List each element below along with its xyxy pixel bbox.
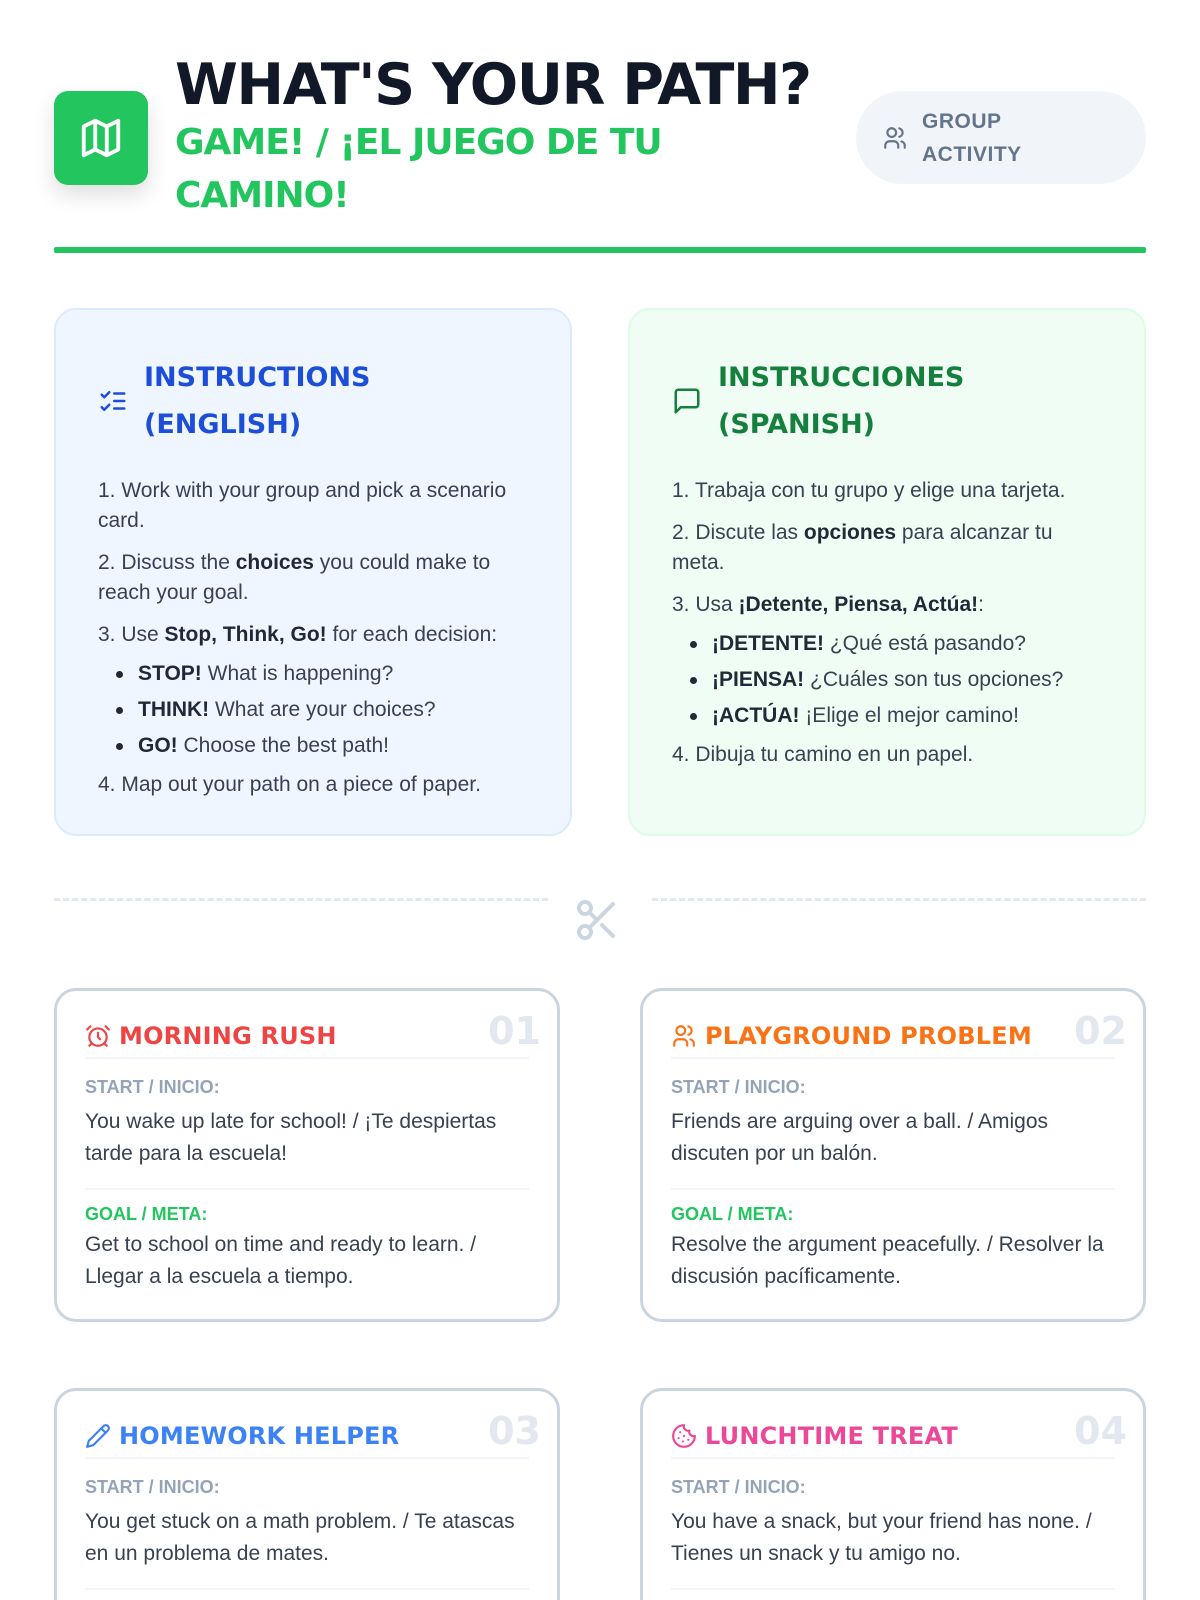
- step-2-text: 2. Discuss the: [98, 551, 236, 574]
- instructions-english-title: INSTRUCTIONS (ENGLISH): [144, 362, 371, 440]
- bullet-keyword: ¡DETENTE!: [712, 632, 824, 655]
- bullet-item: [116, 656, 530, 692]
- bullet-keyword: ¡ACTÚA!: [712, 704, 800, 727]
- step-3-emphasis: ¡Detente, Piensa, Actúa!: [738, 593, 979, 616]
- bullet-item: [690, 662, 1104, 698]
- bullet-text: ¿Cuáles son tus opciones?: [804, 668, 1064, 691]
- start-text: Friends are arguing over a ball. / Amigos discuten por un balón.: [671, 1110, 1049, 1165]
- step-3-bullets: [690, 626, 1104, 734]
- step-3-bullets: [116, 656, 530, 764]
- step-1: 1. Trabaja con tu grupo y elige una tarjeta.: [672, 479, 1066, 502]
- scenario-card-morning-rush[interactable]: [54, 988, 560, 1322]
- card-number: 02: [1074, 1009, 1127, 1053]
- start-text: You get stuck on a math problem. / Te atascas en un problema de mates.: [85, 1510, 515, 1565]
- goal-label: GOAL / META:: [85, 1204, 208, 1224]
- bullet-text: ¿Qué está pasando?: [824, 632, 1026, 655]
- logo: [54, 91, 148, 185]
- instructions-english-card: [54, 308, 572, 836]
- step-4: 4. Map out your path on a piece of paper.: [98, 773, 481, 796]
- scenario-card-playground-problem[interactable]: [640, 988, 1146, 1322]
- step-2-text: 2. Discute las: [672, 521, 804, 544]
- instructions-english-steps: [98, 476, 530, 800]
- card-title: LUNCHTIME TREAT: [705, 1422, 958, 1450]
- bullet-item: [690, 626, 1104, 662]
- list-checks-icon: [98, 386, 128, 416]
- page-header: [54, 54, 1146, 254]
- users-icon: [671, 1023, 697, 1049]
- step-3-emphasis: Stop, Think, Go!: [164, 623, 327, 646]
- pencil-icon: [85, 1423, 111, 1449]
- card-header: [671, 1017, 1115, 1059]
- start-label: START / INICIO:: [671, 1477, 806, 1497]
- scenario-card-homework-helper[interactable]: [54, 1388, 560, 1600]
- page-subtitle: GAME! / ¡EL JUEGO DE TU CAMINO!: [175, 122, 662, 216]
- card-divider: [671, 1188, 1115, 1190]
- bullet-text: Choose the best path!: [177, 734, 389, 757]
- bullet-item: [116, 728, 530, 764]
- card-title: MORNING RUSH: [119, 1022, 337, 1050]
- cut-line-right: [652, 898, 1146, 901]
- scissors-icon: [573, 896, 621, 944]
- bullet-keyword: THINK!: [138, 698, 210, 721]
- bullet-text: What is happening?: [201, 662, 394, 685]
- card-header: [85, 1017, 529, 1059]
- goal-text: Resolve the argument peacefully. / Resolver la discusión pacíficamente.: [671, 1233, 1104, 1288]
- users-icon: [882, 125, 908, 151]
- instructions-spanish-steps: [672, 476, 1104, 770]
- step-3-text: 3. Use: [98, 623, 165, 646]
- instructions-spanish-title: INSTRUCCIONES (SPANISH): [718, 362, 965, 440]
- instructions-spanish-card: [628, 308, 1146, 836]
- bullet-keyword: GO!: [138, 734, 178, 757]
- step-3-text: 3. Usa: [672, 593, 739, 616]
- step-2: [98, 548, 530, 608]
- card-number: 01: [488, 1009, 541, 1053]
- instructions-spanish-header: [672, 354, 1104, 448]
- step-2-emphasis: choices: [235, 551, 314, 574]
- step-2-text-end: para alcanzar tu meta.: [672, 521, 1053, 574]
- card-divider: [85, 1588, 529, 1590]
- step-2: [672, 518, 1104, 578]
- start-text: You have a snack, but your friend has none. / Tienes un snack y tu amigo no.: [671, 1510, 1092, 1565]
- step-3-text-end: for each decision:: [326, 623, 498, 646]
- scenario-card-lunchtime-treat[interactable]: [640, 1388, 1146, 1600]
- bullet-item: [690, 698, 1104, 734]
- bullet-keyword: ¡PIENSA!: [712, 668, 805, 691]
- step-3-text-end: :: [978, 593, 984, 616]
- header-divider: [54, 247, 1146, 253]
- step-2-text-end: you could make to reach your goal.: [98, 551, 491, 604]
- start-label: START / INICIO:: [85, 1077, 220, 1097]
- card-title: PLAYGROUND PROBLEM: [705, 1022, 1032, 1050]
- card-divider: [671, 1588, 1115, 1590]
- map-icon: [78, 115, 124, 161]
- start-label: START / INICIO:: [671, 1077, 806, 1097]
- instructions-english-header: [98, 354, 530, 448]
- step-4: 4. Dibuja tu camino en un papel.: [672, 743, 974, 766]
- bullet-item: [116, 692, 530, 728]
- goal-label: GOAL / META:: [671, 1204, 794, 1224]
- page-title: WHAT'S YOUR PATH?: [175, 52, 811, 118]
- bullet-keyword: STOP!: [138, 662, 202, 685]
- card-header: [671, 1417, 1115, 1459]
- cookie-icon: [671, 1423, 697, 1449]
- step-1: 1. Work with your group and pick a scenario card.: [98, 479, 507, 532]
- cut-line-left: [54, 898, 548, 901]
- goal-text: Get to school on time and ready to learn. / Llegar a la escuela a tiempo.: [85, 1233, 477, 1288]
- card-header: [85, 1417, 529, 1459]
- group-activity-badge: [856, 91, 1146, 184]
- group-activity-label: GROUP ACTIVITY: [922, 109, 1022, 166]
- card-divider: [85, 1188, 529, 1190]
- bullet-text: ¡Elige el mejor camino!: [799, 704, 1019, 727]
- bullet-text: What are your choices?: [209, 698, 436, 721]
- step-3: [672, 590, 1104, 620]
- card-title: HOMEWORK HELPER: [119, 1422, 400, 1450]
- start-text: You wake up late for school! / ¡Te despiertas tarde para la escuela!: [85, 1110, 497, 1165]
- step-2-emphasis: opciones: [803, 521, 897, 544]
- step-3: [98, 620, 530, 650]
- card-number: 03: [488, 1409, 541, 1453]
- alarm-clock-icon: [85, 1023, 111, 1049]
- start-label: START / INICIO:: [85, 1477, 220, 1497]
- card-number: 04: [1074, 1409, 1127, 1453]
- message-square-icon: [672, 386, 702, 416]
